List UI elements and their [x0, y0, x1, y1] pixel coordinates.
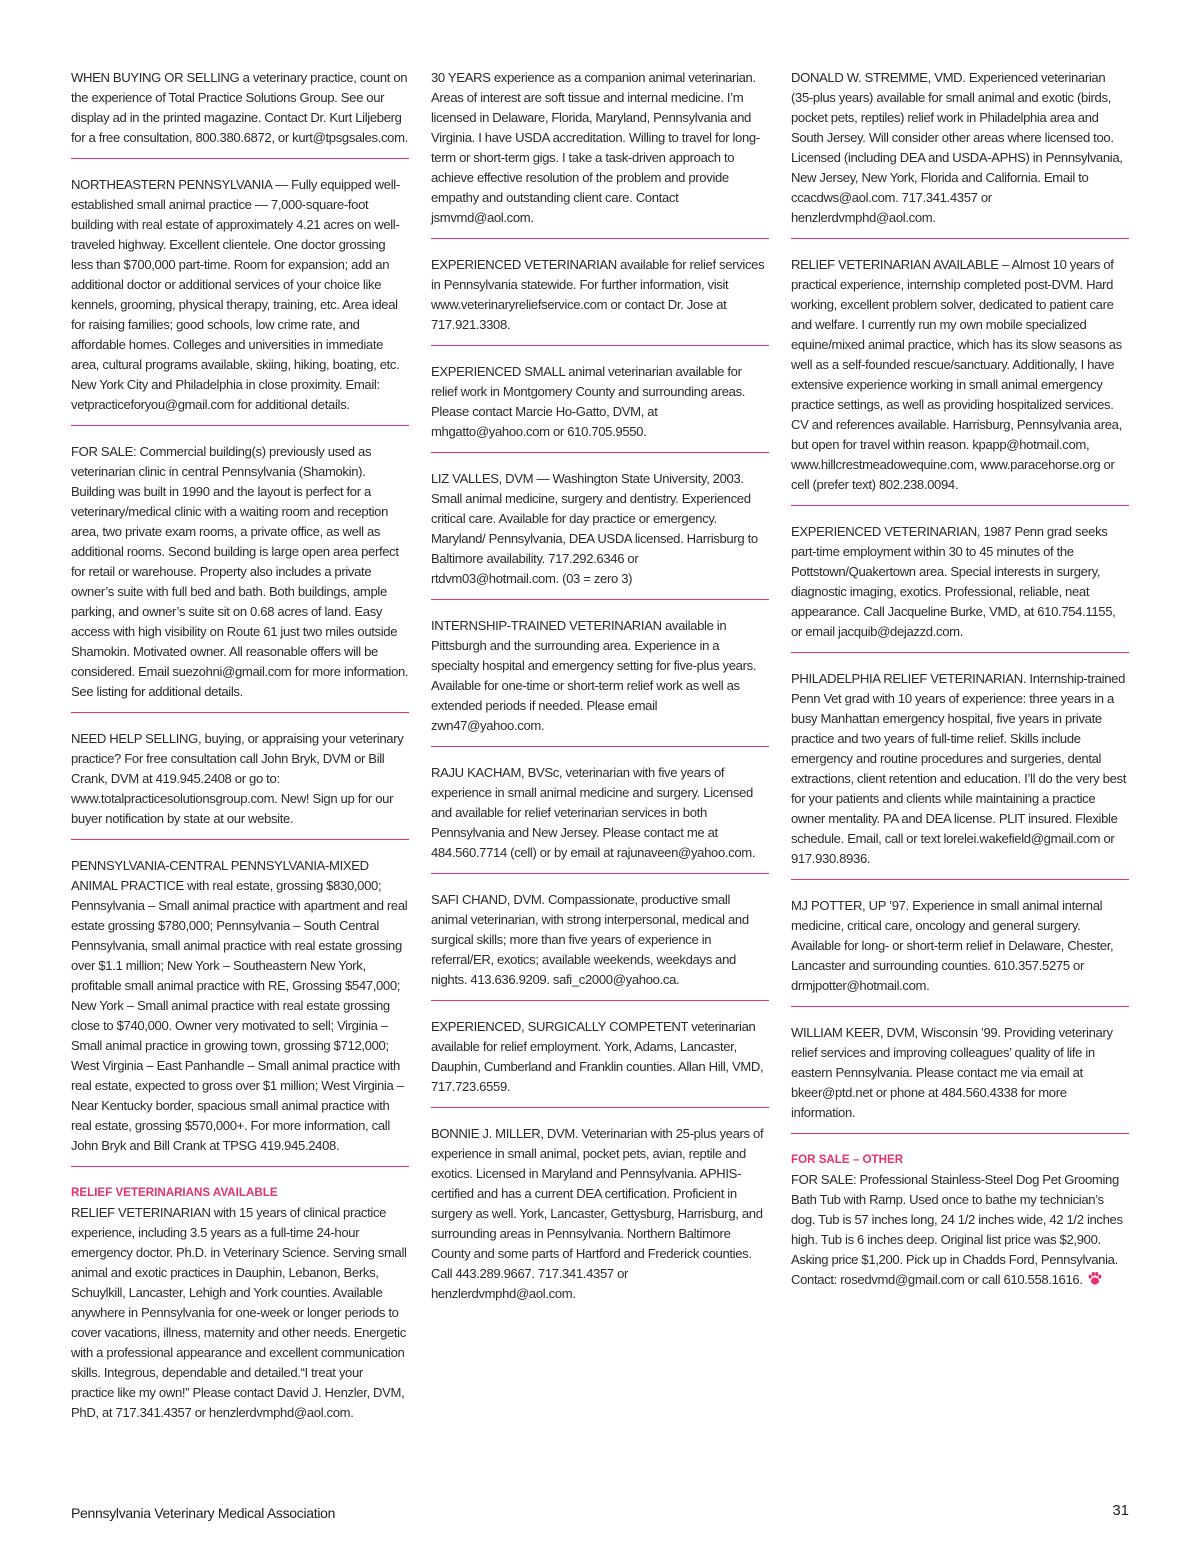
- divider: [791, 238, 1129, 239]
- classified-ad-last: [791, 1170, 1129, 1292]
- classified-ad: BONNIE J. MILLER, DVM. Veterinarian with 25-plus years of experience in small animal, pocket pets, avian, reptile and exotics. Licensed in Maryland and Pennsylvania. APHIS-certified and has a current DEA certification. Proficient in surgery as well. York, Lancaster, Gettysburg, Harrisburg, and surrounding areas in Pennsylvania. Northern Baltimore County and some parts of Hartford and Frederick counties. Call 443.289.9667. 717.341.4357 or henzlerdvmphd@aol.com.: [431, 1126, 764, 1301]
- classified-ad: RAJU KACHAM, BVSc, veterinarian with five years of experience in small animal medicine and surgery. Licensed and available for relief veterinarian services in both Pennsylvania and New Jersey. Please contact me at 484.560.7714 (cell) or by email at rajunaveen@yahoo.com.: [431, 765, 756, 860]
- classified-ad: NORTHEASTERN PENNSYLVANIA — Fully equipped well-established small animal practice — 7,000-square-foot building with real estate of approximately 4.21 acres on well-traveled highway. Excellent clientele. One doctor grossing less than $700,000 part-time. Room for expansion; add an additional doctor or additional services of your choice like kennels, grooming, physical therapy, training, etc. Area ideal for raising families; good schools, low crime rate, and affordable homes. Colleges and universities in immediate area, cultural programs available, skiing, hiking, boating, etc. New York City and Philadelphia in close proximity. Email: vetpracticeforyou@gmail.com for additional details.: [71, 177, 400, 412]
- divider: [791, 505, 1129, 506]
- classified-ad: RELIEF VETERINARIAN with 15 years of clinical practice experience, including 3.5 years as a full-time 24-hour emergency doctor. Ph.D. in Veterinary Science. Serving small animal and exotic practices in Dauphin, Lebanon, Berks, Schuylkill, Lancaster, Lehigh and York counties. Available anywhere in Pennsylvania for one-week or longer periods to cover vacations, illness, maternity and other needs. Energetic with a professional appearance and excellent communication skills. Integrous, dependable and detailed.“I treat your practice like my own!” Please contact David J. Henzler, DVM, PhD, at 717.341.4357 or henzlerdvmphd@aol.com.: [71, 1205, 407, 1420]
- section-heading: RELIEF VETERINARIANS AVAILABLE: [71, 1186, 278, 1199]
- divider: [791, 1133, 1129, 1134]
- classified-ad: LIZ VALLES, DVM — Washington State University, 2003. Small animal medicine, surgery and dentistry. Experienced critical care. Available for day practice or emergency. Maryland/ Pennsylvania, DEA USDA licensed. Harrisburg to Baltimore availability. 717.292.6346 or rtdvm03@hotmail.com. (03 = zero 3): [431, 471, 758, 586]
- classified-ad-text: FOR SALE: Professional Stainless-Steel Dog Pet Grooming Bath Tub with Ramp. Used once to bathe my technician’s dog. Tub is 57 inches long, 24 1/2 inches wide, 42 1/2 inches high. Tub is 6 inches deep. Original list price was $2,900. Asking price $1,200. Pick up in Chadds Ford, Pennsylvania. Contact: rosedvmd@gmail.com or call 610.558.1616.: [791, 1172, 1123, 1287]
- divider: [431, 1000, 769, 1001]
- classified-ad: EXPERIENCED VETERINARIAN available for relief services in Pennsylvania statewide. For further information, visit www.veterinaryreliefservice.com or contact Dr. Jose at 717.921.3308.: [431, 257, 765, 332]
- paw-print-icon: [1087, 1270, 1103, 1292]
- classified-ad: EXPERIENCED SMALL animal veterinarian available for relief work in Montgomery County and surrounding areas. Please contact Marcie Ho-Gatto, DVM, at mhgatto@yahoo.com or 610.705.9550.: [431, 364, 746, 439]
- classified-ad: DONALD W. STREMME, VMD. Experienced veterinarian (35-plus years) available for small animal and exotic (birds, pocket pets, reptiles) relief work in Philadelphia area and South Jersey. Will consider other areas where licensed too. Licensed (including DEA and USDA-APHS) in Pennsylvania, New Jersey, New York, Florida and California. Email to ccacdws@aol.com. 717.341.4357 or henzlerdvmphd@aol.com.: [791, 70, 1123, 225]
- divider: [71, 839, 409, 840]
- classified-ad: PENNSYLVANIA-CENTRAL PENNSYLVANIA-MIXED ANIMAL PRACTICE with real estate, grossing $830,000; Pennsylvania – Small animal practice with apartment and real estate grossing $780,000; Pennsylvania – South Central Pennsylvania, small animal practice with real estate grossing over $1.1 million; New York – Southeastern New York, profitable small animal practice with RE, Grossing $547,000; New York – Small animal practice with real estate grossing close to $740,000. Owner very motivated to sell; Virginia – Small animal practice in growing town, grossing $712,000; West Virginia – East Panhandle – Small animal practice with real estate, expected to gross over $1 million; West Virginia – Near Kentucky border, spacious small animal practice with real estate, grossing $570,000+. For more information, call John Bryk and Bill Crank at TPSG 419.945.2408.: [71, 858, 408, 1153]
- divider: [431, 873, 769, 874]
- classified-ad: PHILADELPHIA RELIEF VETERINARIAN. Internship-trained Penn Vet grad with 10 years of experience: three years in a busy Manhattan emergency hospital, five years in private practice and two years of full-time relief. Skills include emergency and routine procedures and surgeries, dental extractions, client retention and education. I’ll do the very best for your patients and clients while maintaining a practice owner mentality. PA and DEA license. PLIT insured. Flexible schedule. Email, call or text lorelei.wakefield@gmail.com or 917.930.8936.: [791, 671, 1127, 866]
- column-3: [791, 68, 1129, 1292]
- divider: [71, 1166, 409, 1167]
- classified-ad: EXPERIENCED, SURGICALLY COMPETENT veterinarian available for relief employment. York, Adams, Lancaster, Dauphin, Cumberland and Franklin counties. Allan Hill, VMD, 717.723.6559.: [431, 1019, 764, 1094]
- divider: [431, 345, 769, 346]
- divider: [71, 712, 409, 713]
- divider: [791, 1006, 1129, 1007]
- divider: [431, 599, 769, 600]
- section-heading: FOR SALE – OTHER: [791, 1153, 904, 1166]
- divider: [71, 425, 409, 426]
- divider: [71, 158, 409, 159]
- page-number: 31: [1112, 1502, 1129, 1519]
- divider: [431, 746, 769, 747]
- divider: [791, 652, 1129, 653]
- classified-ad: MJ POTTER, UP ’97. Experience in small animal internal medicine, critical care, oncology and general surgery. Available for long- or short-term relief in Delaware, Chester, Lancaster and surrounding counties. 610.357.5275 or drmjpotter@hotmail.com.: [791, 898, 1114, 993]
- classified-ad: INTERNSHIP-TRAINED VETERINARIAN available in Pittsburgh and the surrounding area. Experience in a specialty hospital and emergency setting for five-plus years. Available for one-time or short-term relief work as well as extended periods if needed. Please email zwn47@yahoo.com.: [431, 618, 757, 733]
- classified-ad: SAFI CHAND, DVM. Compassionate, productive small animal veterinarian, with strong interpersonal, medical and surgical skills; more than five years of experience in referral/ER, exotics; available weekends, weekdays and nights. 413.636.9209. safi_c2000@yahoo.ca.: [431, 892, 749, 987]
- classified-ad: WILLIAM KEER, DVM, Wisconsin ’99. Providing veterinary relief services and improving colleagues’ quality of life in eastern Pennsylvania. Please contact me via email at bkeer@ptd.net or phone at 484.560.4338 for more information.: [791, 1025, 1113, 1120]
- classified-ad: 30 YEARS experience as a companion animal veterinarian. Areas of interest are soft tissue and internal medicine. I’m licensed in Delaware, Florida, Maryland, Pennsylvania and Virginia. I have USDA accreditation. Willing to travel for long-term or short-term gigs. I take a task-driven approach to achieve effective resolution of the problem and provide empathy and outstanding client care. Contact jsmvmd@aol.com.: [431, 70, 760, 225]
- divider: [431, 1107, 769, 1108]
- divider: [791, 879, 1129, 880]
- classified-ad: RELIEF VETERINARIAN AVAILABLE – Almost 10 years of practical experience, internship completed post-DVM. Hard working, excellent problem solver, dedicated to patient care and welfare. I currently run my own mobile specialized equine/mixed animal practice, which has its slow seasons as well as a self-founded rescue/sanctuary. Additionally, I have extensive experience working in small animal emergency practice settings, as well as providing hospitalized services. CV and references available. Harrisburg, Pennsylvania area, but open for travel within reason. kpapp@hotmail.com, www.hillcrestmeadowequine.com, www.paracehorse.org or cell (prefer text) 802.238.0094.: [791, 257, 1122, 492]
- classified-ad: EXPERIENCED VETERINARIAN, 1987 Penn grad seeks part-time employment within 30 to 45 minutes of the Pottstown/Quakertown area. Special interests in surgery, diagnostic imaging, exotics. Professional, reliable, neat appearance. Call Jacqueline Burke, VMD, at 610.754.1155, or email jacquib@dejazzd.com.: [791, 524, 1116, 639]
- divider: [431, 452, 769, 453]
- column-1: [71, 68, 409, 1423]
- column-2: [431, 68, 769, 1304]
- classified-ad: NEED HELP SELLING, buying, or appraising your veterinary practice? For free consultation call John Bryk, DVM or Bill Crank, DVM at 419.945.2408 or go to: www.totalpracticesolutionsgroup.com. New! Sign up for our buyer notification by state at our website.: [71, 731, 404, 826]
- divider: [431, 238, 769, 239]
- publication-title: Pennsylvania Veterinary Medical Association: [71, 1505, 336, 1521]
- classified-ad: WHEN BUYING OR SELLING a veterinary practice, count on the experience of Total Practice Solutions Group. See our display ad in the printed magazine. Contact Dr. Kurt Liljeberg for a free consultation, 800.380.6872, or kurt@tpsgsales.com.: [71, 70, 408, 145]
- classified-ad: FOR SALE: Commercial building(s) previously used as veterinarian clinic in central Pennsylvania (Shamokin). Building was built in 1990 and the layout is perfect for a veterinary/medical clinic with a waiting room and reception area, two private exam rooms, a private office, as well as additional rooms. Second building is large open area perfect for retail or warehouse. Property also includes a private owner’s suite with full bed and bath. Both buildings, ample parking, and owner’s suite sit on 0.68 acres of land. Easy access with high visibility on Route 61 just two miles outside Shamokin. Motivated owner. All reasonable offers will be considered. Email suezohni@gmail.com for more information. See listing for additional details.: [71, 444, 409, 699]
